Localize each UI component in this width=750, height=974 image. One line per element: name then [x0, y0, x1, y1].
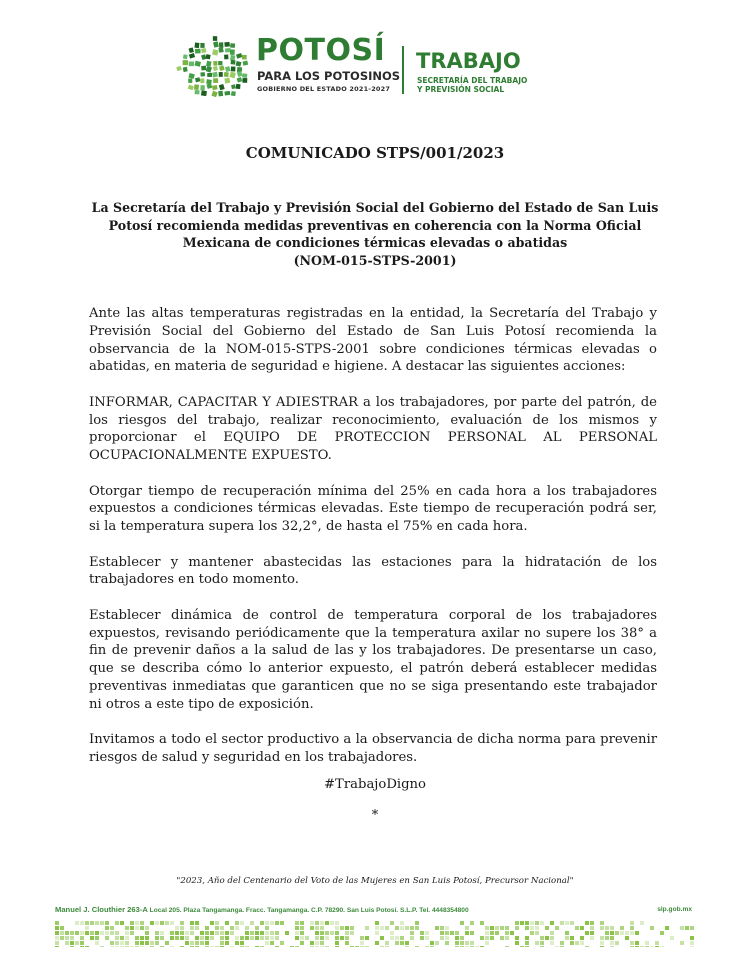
subtitle-text: La Secretaría del Trabajo y Previsión Social del Gobierno del Estado de San Luis Potosí recomienda medidas preventivas en coherencia con la Norma Oficial Mexicana de condiciones térmicas elevadas o abatidas: [91, 200, 659, 250]
paragraph-intro: Ante las altas temperaturas registradas en la entidad, la Secretaría del Trabajo y Previsión Social del Gobierno del Estado de San Luis Potosí recomienda la observancia de la NOM-015-STPS-2001 sobre condiciones térmicas elevadas o abatidas, en materia de seguridad e higiene. A destacar las siguientes acciones:: [89, 306, 657, 375]
hashtag: #TrabajoDigno: [323, 777, 426, 792]
department-subtitle-line1: SECRETARÍA DEL TRABAJO: [417, 76, 528, 85]
paragraph-temperature-control: Establecer dinámica de control de temperatura corporal de los trabajadores expuestos, revisando periódicamente que la temperatura axilar no supere los 38° a fin de prevenir daños a la salud de las y los trabajadores. De presentarse un caso, que se describa cómo lo anterior expuesto, el patrón deberá establecer medidas preventivas inmediatas que garanticen que no se siga presentando este trabajador ni otros a este tipo de exposición.: [89, 607, 657, 712]
brand-government: GOBIERNO DEL ESTADO 2021-2027: [257, 85, 391, 93]
footer-address-details: Local 205. Plaza Tangamanga. Fracc. Tangamanga. C.P. 78290. San Luis Potosí. S.L.P. Tel. 4448354800: [147, 907, 469, 914]
mosaic-logo-icon: [174, 34, 250, 98]
document-subtitle: [75, 199, 675, 269]
green-mosaic-band-icon: [55, 921, 695, 947]
header-divider: [402, 46, 404, 94]
document-title: COMUNICADO STPS/001/2023: [245, 144, 505, 162]
subtitle-norm-code: (NOM-015-STPS-2001): [293, 252, 457, 268]
letterhead: [0, 28, 750, 108]
paragraph-hydration: Establecer y mantener abastecidas las estaciones para la hidratación de los trabajadores en todo momento.: [89, 554, 657, 588]
department-subtitle-line2: Y PREVISIÓN SOCIAL: [417, 85, 505, 94]
footer-url: slp.gob.mx: [657, 906, 692, 913]
end-mark: *: [371, 808, 379, 823]
footer-address: [55, 905, 469, 915]
footer-motto: "2023, Año del Centenario del Voto de las Mujeres en San Luis Potosí, Precursor Nacional": [176, 876, 574, 886]
paragraph-recovery-time: Otorgar tiempo de recuperación mínima del 25% en cada hora a los trabajadores expuestos a condiciones térmicas elevadas. Este tiempo de recuperación podrá ser, si la temperatura supera los 32,2°, de hasta el 75% en cada hora.: [89, 483, 657, 535]
brand-subtitle: PARA LOS POTOSINOS: [257, 69, 401, 83]
department-title: TRABAJO: [416, 49, 521, 73]
footer-address-street: Manuel J. Clouthier 263-A: [55, 905, 148, 914]
document-body: [89, 305, 657, 784]
paragraph-inform: INFORMAR, CAPACITAR Y ADIESTRAR a los trabajadores, por parte del patrón, de los riesgos del trabajo, realizar reconocimiento, evaluación de los mismos y proporcionar el EQUIPO DE PROTECCION PERSONAL AL PERSONAL OCUPACIONALMENTE EXPUESTO.: [89, 394, 657, 464]
brand-title: POTOSÍ: [256, 33, 386, 68]
paragraph-invitation: Invitamos a todo el sector productivo a la observancia de dicha norma para prevenir riesgos de salud y seguridad en los trabajadores.: [89, 732, 657, 765]
